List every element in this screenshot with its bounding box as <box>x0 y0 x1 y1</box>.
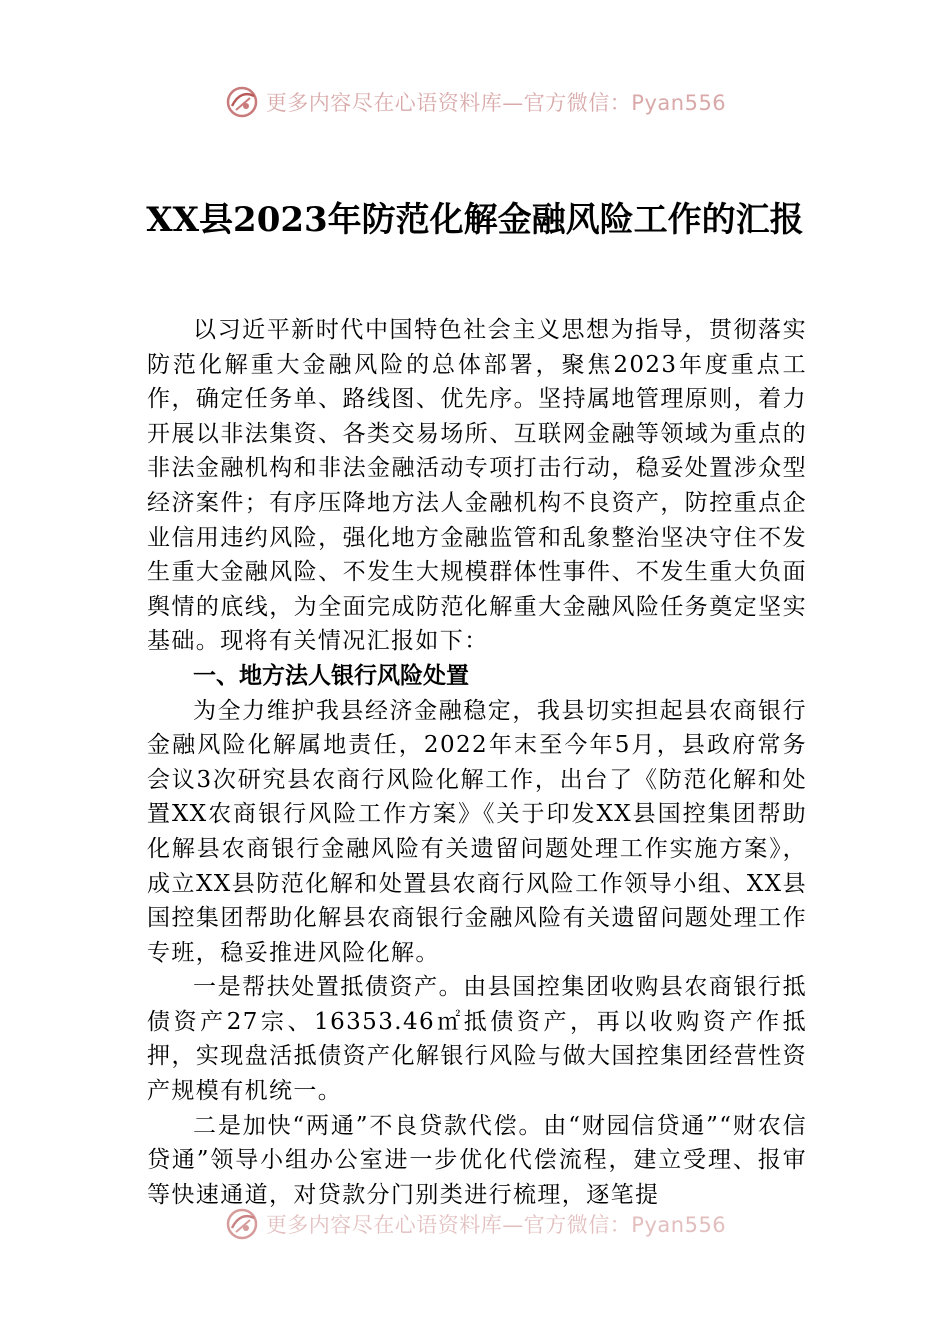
body-paragraph: 二是加快“两通”不良贷款代偿。由“财园信贷通”“财农信贷通”领导小组办公室进一步优化代偿流程，建立受理、报审等快速通道，对贷款分门别类进行梳理，逐笔提 <box>147 1112 807 1208</box>
watermark-text: 更多内容尽在心语资料库—官方微信：Pyan556 <box>265 1213 727 1237</box>
section-heading: 一、地方法人银行风险处置 <box>193 662 469 689</box>
watermark-logo-icon <box>224 84 260 120</box>
body-paragraph: 一是帮扶处置抵债资产。由县国控集团收购县农商银行抵债资产27宗、16353.46㎡抵债资产，再以收购资产作抵押，实现盘活抵债资产化解银行风险与做大国控集团经营性资产规模有机统一。 <box>147 974 807 1105</box>
body-paragraph: 为全力维护我县经济金融稳定，我县切实担起县农商银行金融风险化解属地责任，2022年末至今年5月，县政府常务会议3次研究县农商行风险化解工作，出台了《防范化解和处置XX农商银行风险工作方案》《关于印发XX县国控集团帮助化解县农商银行金融风险有关遗留问题处理工作实施方案》，成立XX县防范化解和处置县农商行风险工作领导小组、XX县国控集团帮助化解县农商银行金融风险有关遗留问题处理工作专班，稳妥推进风险化解。 <box>147 697 807 966</box>
document-body <box>147 313 807 1212</box>
watermark-header <box>0 82 950 122</box>
document-title: XX县2023年防范化解金融风险工作的汇报 <box>146 200 804 240</box>
watermark-footer <box>0 1204 950 1244</box>
watermark-logo-icon <box>224 1206 260 1242</box>
watermark-text: 更多内容尽在心语资料库—官方微信：Pyan556 <box>265 91 727 115</box>
body-paragraph: 以习近平新时代中国特色社会主义思想为指导，贯彻落实防范化解重大金融风险的总体部署，聚焦2023年度重点工作，确定任务单、路线图、优先序。坚持属地管理原则，着力开展以非法集资、各类交易场所、互联网金融等领域为重点的非法金融机构和非法金融活动专项打击行动，稳妥处置涉众型经济案件；有序压降地方法人金融机构不良资产，防控重点企业信用违约风险，强化地方金融监管和乱象整治坚决守住不发生重大金融风险、不发生大规模群体性事件、不发生重大负面舆情的底线，为全面完成防范化解重大金融风险任务奠定坚实基础。现将有关情况汇报如下： <box>147 317 807 655</box>
